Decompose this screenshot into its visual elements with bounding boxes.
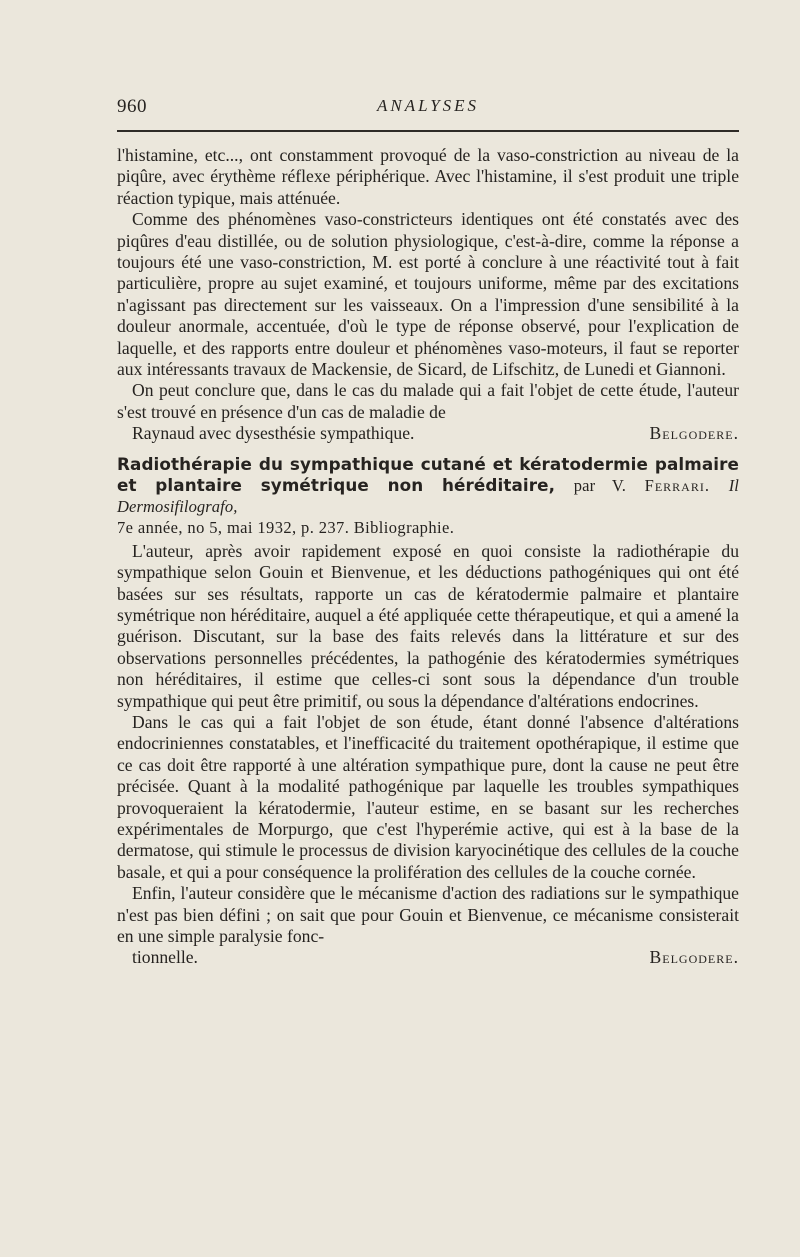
page-header [117,96,739,124]
review-paragraph-end: tionnelle. [132,947,198,968]
article-author: Ferrari. [644,475,710,495]
article-citation: 7e année, no 5, mai 1932, p. 237. Bibliographie. [117,517,455,537]
review-paragraph [117,883,739,969]
signature-line [117,423,739,444]
journal-name: Il Dermosifilografo, [117,475,739,516]
review-continued [117,145,739,445]
running-head: ANALYSES [376,96,480,115]
review-paragraph-text: On peut conclure que, dans le cas du malade qui a fait l'objet de cette étude, l'auteur s'est trouvé en présence d'un cas de maladie de [117,380,739,422]
header-rule [117,130,739,132]
article-ref-by: par V. [573,475,626,495]
article-title-text: Radiothérapie du sympathique cutané et kératodermie palmaire et plantaire symétrique non héréditaire, [117,453,739,495]
reviewer-signature: Belgodere. [649,947,739,968]
page-number: 960 [117,96,147,117]
review-paragraph-end: Raynaud avec dysesthésie sympathique. [132,423,415,444]
review-paragraph: l'histamine, etc..., ont constamment provoqué de la vaso-constriction au niveau de la piqûre, avec érythème réflexe périphérique. Avec l'histamine, il s'est produit une triple réaction typique, mais atténuée. [117,145,739,208]
article-title [117,454,739,517]
signature-line [117,947,739,968]
page-body [117,145,739,969]
review-paragraph-text: Enfin, l'auteur considère que le mécanisme d'action des radiations sur le sympathique n'est pas bien défini ; on sait que pour Gouin et Bienvenue, ce mécanisme consisterait en une simple paralysie fonc- [117,883,739,946]
review-paragraph: Comme des phénomènes vaso-constricteurs identiques ont été constatés avec des piqûres d'eau distillée, ou de solution physiologique, c'est-à-dire, comme la réponse a toujours été une vaso-constriction, M. est porté à conclure à une réactivité tout à fait particulière, propre au sujet examiné, et toujours uniforme, même par des excitations n'agissant pas directement sur les vaisseaux. On a l'impression d'une sensibilité à la douleur anormale, accentuée, d'où le type de réponse observé, pour l'explication de laquelle, et des rapports entre douleur et phénomènes vaso-moteurs, il faut se reporter aux intéressants travaux de Mackensie, de Sicard, de Lifschitz, de Lunedi et Giannoni. [117,209,739,380]
review-paragraph: Dans le cas qui a fait l'objet de son étude, étant donné l'absence d'altérations endocriniennes constatables, et l'inefficacité du traitement opothérapique, il estime que ce cas doit être rapporté à une altération sympathique pure, dont la cause ne peut être précisée. Quant à la modalité pathogénique par laquelle les troubles sympathiques provoqueraient la kératodermie, l'auteur estime, en se basant sur les recherches expérimentales de Morpurgo, que c'est l'hyperémie active, qui est à la base de la dermatose, qui stimule le processus de division karyocinétique des cellules de la couche basale, et qui a pour conséquence la prolifération des cellules de la couche cornée. [117,711,739,882]
review-ferrari [117,454,739,969]
review-paragraph [117,380,739,444]
reviewer-signature: Belgodere. [649,423,739,444]
review-paragraph: L'auteur, après avoir rapidement exposé en quoi consiste la radiothérapie du sympathique selon Gouin et Bienvenue, et les déductions pathogéniques qui ont été basées sur ses résultats, rapporte un cas de kératodermie palmaire et plantaire symétrique non héréditaire, auquel a été appliquée cette thérapeutique, et qui a amené la guérison. Discutant, sur la base des faits relevés dans la littérature et sur des observations personnelles précédentes, la pathogénie des kératodermies symétriques non héréditaires, il estime que celles-ci sont sous la dépendance d'un trouble sympathique qui peut être primitif, ou sous la dépendance d'altérations endocrines. [117,540,739,711]
